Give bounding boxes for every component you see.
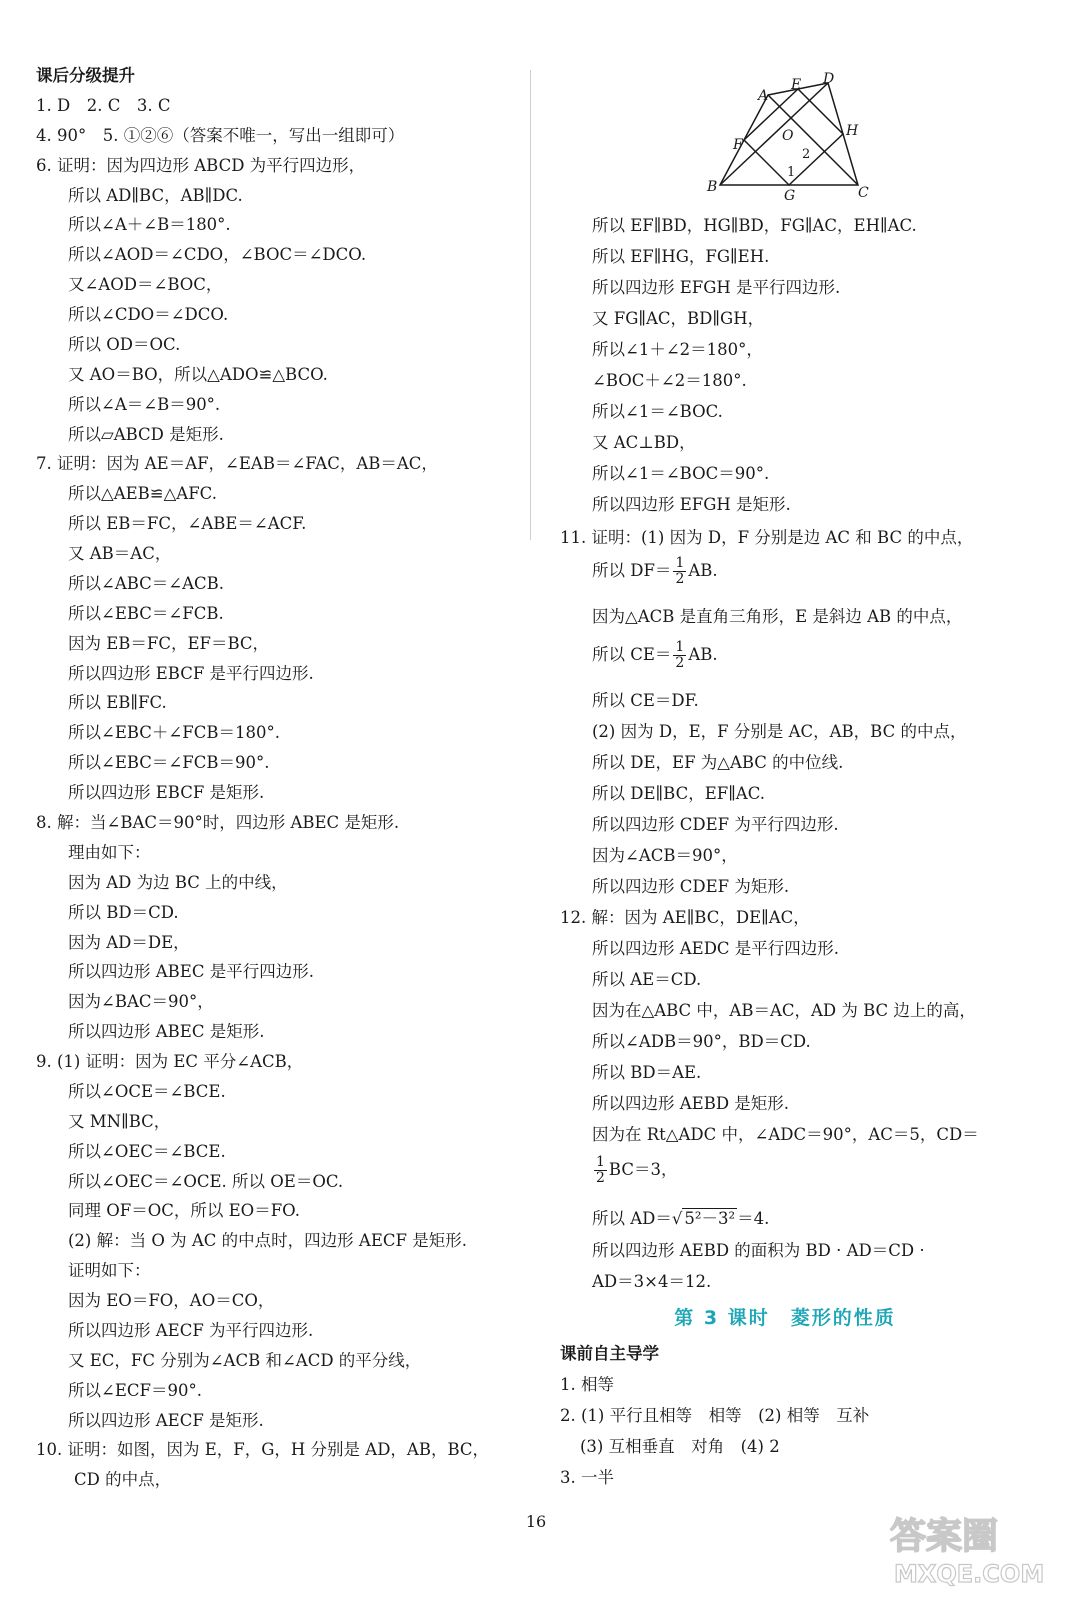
label-b: B [707,179,718,195]
label-e: E [791,77,802,93]
text-line: 所以∠EBC＝∠FCB＝90°. [68,753,270,773]
text-line: AD＝3×4＝12. [592,1272,712,1291]
text-line: 所以 CE＝DF. [592,691,699,710]
text-line: 因为 EO＝FO，AO＝CO， [68,1291,275,1311]
text-line: 所以四边形 CDEF 为平行四边形. [592,815,839,834]
text-line: CD 的中点， [74,1470,172,1490]
text-line: 所以∠EBC＋∠FCB＝180°. [68,723,280,743]
fraction-half: $\frac{1}{2}$ [675,555,685,587]
text-line: 9. (1) 证明：因为 EC 平分∠ACB， [36,1052,304,1072]
label-f: F [733,137,743,153]
text-line: 所以∠OEC＝∠BCE. [68,1141,226,1161]
text-line: 8. 解：当∠BAC＝90°时，四边形 ABEC 是矩形. [36,813,400,832]
line-r29: $\frac{1}{2}$ BC＝3， [596,1154,678,1186]
watermark-domain: MXQE.COM [894,1560,1045,1588]
text-line: 所以 EF∥HG，FG∥EH. [592,247,770,266]
text-line: 课前自主导学 [560,1344,659,1363]
text-line: 又 MN∥BC， [68,1111,171,1131]
fraction-half: $\frac{1}{2}$ [596,1154,605,1186]
line-r13: 所以 CE＝ $\frac{1}{2}$ AB. [592,639,718,671]
label-h: H [846,123,859,139]
text-line: 所以 DE，EF 为△ABC 的中位线. [592,753,844,772]
text-line: 所以▱ABCD 是矩形. [68,424,224,444]
text-line: 所以∠ECF＝90°. [68,1380,202,1400]
text-line: 因为 AD 为边 BC 上的中线， [68,872,288,892]
text-line: 因为△ACB 是直角三角形，E 是斜边 AB 的中点， [592,607,963,626]
text-line: 所以四边形 EBCF 是平行四边形. [68,663,314,683]
line-r11: 所以 DF＝ $\frac{1}{2}$ AB. [592,555,718,587]
label-o: O [782,128,794,144]
watermark-text: 答案圈 [890,1516,999,1557]
page-number: 16 [525,1512,547,1531]
text-line: 所以∠ADB＝90°，BD＝CD. [592,1032,811,1051]
text-line: 所以四边形 EBCF 是矩形. [68,783,265,803]
text-line: 所以∠AOD＝∠CDO，∠BOC＝∠DCO. [68,245,367,265]
text-line: 证明如下： [68,1261,151,1281]
text-line: 因为在△ABC 中，AB＝AC，AD 为 BC 边上的高， [592,1001,976,1020]
text-line: 所以 EB∥FC. [68,693,167,713]
text-line: 所以∠A＋∠B＝180°. [68,215,231,235]
text-line: 所以四边形 AEDC 是平行四边形. [592,939,840,958]
text-line: 所以四边形 EFGH 是矩形. [592,495,791,514]
text-line: 所以∠1＝∠BOC. [592,402,723,421]
text-line: 1. 相等 [560,1375,614,1394]
text-line: 所以∠OCE＝∠BCE. [68,1081,226,1101]
text-line: 所以 BD＝AE. [592,1063,702,1082]
text-line: 课后分级提升 [36,66,135,85]
text-line: ∠BOC＋∠2＝180°. [592,371,747,390]
text-line: 1. D 2. C 3. C [36,95,171,115]
text-line: 又∠AOD＝∠BOC， [68,275,223,295]
text-line: 所以 EF∥BD，HG∥BD，FG∥AC，EH∥AC. [592,216,917,235]
text-line: 7. 证明：因为 AE＝AF，∠EAB＝∠FAC，AB＝AC， [36,454,438,474]
text-line: 所以∠OEC＝∠OCE. 所以 OE＝OC. [68,1171,344,1191]
fraction-half: $\frac{1}{2}$ [675,639,685,671]
label-d: D [823,71,835,87]
text-line: 所以∠CDO＝∠DCO. [68,305,229,325]
radicand: 5²－3² [684,1209,736,1228]
text-line: (2) 解：当 O 为 AC 的中点时，四边形 AECF 是矩形. [68,1231,467,1251]
text-line: 所以四边形 AECF 是矩形. [68,1410,264,1430]
text-line: 所以四边形 AEBD 是矩形. [592,1094,790,1113]
label-g: G [784,188,796,200]
text-line: 所以∠1＋∠2＝180°， [592,340,763,359]
text-line: 所以 AD∥BC，AB∥DC. [68,185,243,205]
angle-1-label: 1 [787,165,796,180]
text-line: 所以 AE＝CD. [592,970,702,989]
text-line: (3) 互相垂直 对角 (4) 2 [580,1437,780,1456]
text-line: 因为∠BAC＝90°， [68,992,214,1012]
quadrilateral-figure [705,65,875,200]
radical-sign: √ [671,1209,683,1228]
text-line: 4. 90° 5. ①②⑥（答案不唯一，写出一组即可） [36,125,405,145]
text-line: 所以四边形 AEBD 的面积为 BD · AD＝CD · [592,1241,925,1260]
watermark-logo [880,1500,1060,1590]
text-line: 所以四边形 EFGH 是平行四边形. [592,278,841,297]
text-line: 6. 证明：因为四边形 ABCD 为平行四边形， [36,155,366,175]
text-line: 所以四边形 ABEC 是矩形. [68,1022,265,1042]
text-line: 所以∠EBC＝∠FCB. [68,603,224,623]
text-line: 所以∠A＝∠B＝90°. [68,394,221,414]
text-line: 所以四边形 AECF 为平行四边形. [68,1320,314,1340]
text-line: 因为在 Rt△ADC 中，∠ADC＝90°，AC＝5，CD＝ [592,1125,979,1144]
text-line: 2. (1) 平行且相等 相等 (2) 相等 互补 [560,1406,870,1425]
text-line: 3. 一半 [560,1468,614,1487]
line-r30: 所以 AD＝√ 5²－3² ＝4. [592,1209,770,1228]
text-line: 所以∠1＝∠BOC＝90°. [592,464,770,483]
section-title: 第 3 课时 菱形的性质 [674,1307,896,1329]
text-line: 所以四边形 ABEC 是平行四边形. [68,962,314,982]
text-line: 又 AB＝AC， [68,544,172,564]
column-divider [530,70,531,540]
text-line: 理由如下： [68,842,151,862]
label-c: C [858,185,869,200]
text-line: 所以 BD＝CD. [68,902,179,922]
text-line: 10. 证明：如图，因为 E，F，G，H 分别是 AD，AB，BC， [36,1440,490,1460]
text-line: 所以∠ABC＝∠ACB. [68,573,225,593]
text-line: 所以 OD＝OC. [68,334,181,354]
text-line: 又 EC，FC 分别为∠ACB 和∠ACD 的平分线， [68,1350,422,1370]
text-line: 所以 DE∥BC，EF∥AC. [592,784,766,803]
text-line: 因为 AD＝DE， [68,932,190,952]
text-line: 11. 证明：(1) 因为 D，F 分别是边 AC 和 BC 的中点， [560,528,974,547]
text-line: 同理 OF＝OC，所以 EO＝FO. [68,1201,300,1221]
text-line: 又 FG∥AC，BD∥GH， [592,309,765,328]
angle-2-label: 2 [802,147,811,162]
text-line: 因为∠ACB＝90°， [592,846,738,865]
text-line: (2) 因为 D，E，F 分别是 AC，AB，BC 的中点， [592,722,967,741]
text-line: 所以△AEB≌△AFC. [68,484,217,504]
text-line: 因为 EB＝FC，EF＝BC， [68,633,270,653]
text-line: 所以 EB＝FC，∠ABE＝∠ACF. [68,514,307,534]
text-line: 12. 解：因为 AE∥BC，DE∥AC， [560,908,810,927]
text-line: 又 AC⊥BD， [592,433,696,452]
text-line: 所以四边形 CDEF 为矩形. [592,877,790,896]
label-a: A [758,88,769,104]
text-line: 又 AO＝BO，所以△ADO≌△BCO. [68,364,328,384]
